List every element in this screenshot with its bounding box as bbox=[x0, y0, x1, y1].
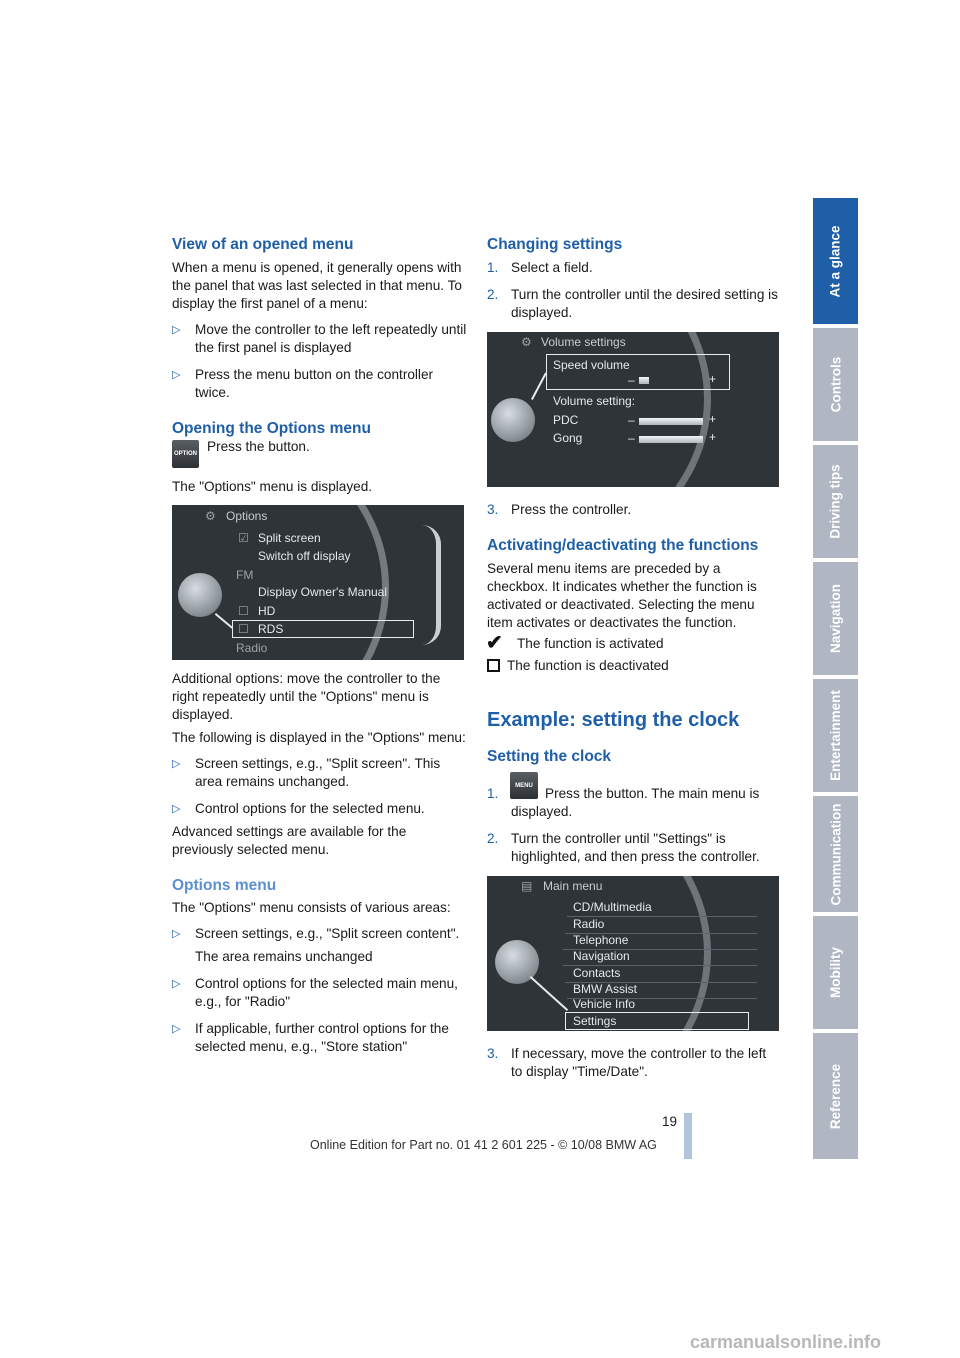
list-item: 3. Press the controller. bbox=[487, 502, 632, 517]
checkbox-icon bbox=[487, 659, 500, 672]
heading-changing-settings: Changing settings bbox=[487, 236, 623, 253]
screen-item: BMW Assist bbox=[573, 982, 638, 996]
activated-text: The function is activated bbox=[517, 636, 664, 651]
screen-item: Settings bbox=[573, 1014, 617, 1028]
triangle-bullet-icon: ▷ bbox=[172, 758, 181, 770]
list-item: 3. If necessary, move the controller to the left to display "Time/Date". bbox=[487, 1046, 767, 1079]
screen-item: Volume setting: bbox=[553, 394, 636, 408]
minus-icon: – bbox=[628, 413, 635, 427]
screen-title: Volume settings bbox=[541, 335, 626, 349]
screen-item: Switch off display bbox=[258, 549, 351, 563]
option-button-icon: OPTION bbox=[172, 440, 199, 468]
sidebar-tab-driving-tips[interactable]: Driving tips bbox=[813, 445, 858, 558]
list-item: ▷ If applicable, further control options for the selected menu, e.g., "Store station" bbox=[172, 1021, 449, 1054]
menu-icon: ▤ bbox=[521, 879, 533, 893]
screen-item: PDC bbox=[553, 413, 579, 427]
view-text: When a menu is opened, it generally opens with the panel that was last selected in that menu. To display the first panel of a menu: bbox=[172, 260, 462, 311]
list-item: ▷ Screen settings, e.g., "Split screen". This area remains unchanged. bbox=[172, 756, 441, 789]
main-menu-screen bbox=[487, 876, 779, 1031]
screen-title: Main menu bbox=[543, 879, 603, 893]
triangle-bullet-icon: ▷ bbox=[172, 324, 181, 336]
activating-text: Several menu items are preceded by a checkbox. It indicates whether the function is activated or deactivated. Selecting the menu item activates or deactivates the function. bbox=[487, 561, 757, 630]
sidebar-tab-reference[interactable]: Reference bbox=[813, 1033, 858, 1159]
screen-item: Navigation bbox=[573, 949, 630, 963]
area-unchanged-text: The area remains unchanged bbox=[195, 949, 373, 964]
advanced-text: Advanced settings are available for the previously selected menu. bbox=[172, 824, 407, 857]
controller-knob-icon bbox=[178, 573, 222, 617]
triangle-bullet-icon: ▷ bbox=[172, 928, 181, 940]
plus-icon: + bbox=[709, 372, 717, 386]
checkmark-icon: ✔ bbox=[486, 632, 503, 654]
sidebar-tab-navigation[interactable]: Navigation bbox=[813, 562, 858, 675]
watermark[interactable]: carmanualsonline.info bbox=[690, 1332, 882, 1352]
highlight-box bbox=[232, 620, 414, 638]
volume-screen bbox=[487, 332, 779, 487]
sidebar-tab-communication[interactable]: Communication bbox=[813, 796, 858, 912]
options-menu-text: The "Options" menu consists of various areas: bbox=[172, 900, 451, 915]
scroll-arc bbox=[422, 525, 441, 645]
edition-text: Online Edition for Part no. 01 41 2 601 225 - © 10/08 BMW AG bbox=[310, 1138, 657, 1152]
screen-item: Display Owner's Manual bbox=[258, 585, 388, 599]
screen-item: CD/Multimedia bbox=[573, 900, 652, 914]
page-number: 19 bbox=[662, 1114, 678, 1129]
left-column bbox=[172, 236, 467, 438]
sidebar-tab-at-a-glance[interactable]: At a glance bbox=[813, 198, 858, 324]
checkbox-icon: ☐ bbox=[238, 604, 249, 618]
additional-text: Additional options: move the controller to the right repeatedly until the "Options" menu is displayed. bbox=[172, 671, 441, 722]
heading-opening-options: Opening the Options menu bbox=[172, 420, 371, 437]
triangle-bullet-icon: ▷ bbox=[172, 1023, 181, 1035]
list-item: 1. Press the button. The main menu is displayed. bbox=[487, 786, 760, 819]
controller-knob-icon bbox=[491, 398, 535, 442]
heading-setting-clock: Setting the clock bbox=[487, 748, 612, 765]
screen-item: RDS bbox=[258, 622, 284, 636]
menu-button-icon: MENU bbox=[510, 772, 538, 799]
screen-item: Contacts bbox=[573, 966, 621, 980]
options-displayed-text: The "Options" menu is displayed. bbox=[172, 479, 373, 494]
heading-options-menu: Options menu bbox=[172, 877, 277, 894]
screen-item: Gong bbox=[553, 431, 583, 445]
menu-icon: ⚙ bbox=[521, 335, 532, 349]
screen-item: Vehicle Info bbox=[573, 997, 636, 1011]
options-screen bbox=[172, 505, 464, 660]
list-item: 1. Select a field. bbox=[487, 260, 593, 275]
screen-item: HD bbox=[258, 604, 276, 618]
triangle-bullet-icon: ▷ bbox=[172, 978, 181, 990]
plus-icon: + bbox=[709, 430, 717, 444]
list-item: ▷ Move the controller to the left repeatedly until the first panel is displayed bbox=[172, 322, 467, 355]
deactivated-text: The function is deactivated bbox=[507, 658, 669, 673]
screen-item: Telephone bbox=[573, 933, 629, 947]
menu-icon: ⚙ bbox=[205, 509, 216, 523]
sidebar-tab-mobility[interactable]: Mobility bbox=[813, 916, 858, 1029]
screen-section: Radio bbox=[236, 641, 268, 655]
pdc-volume-bar bbox=[639, 418, 703, 425]
screen-item: Split screen bbox=[258, 531, 321, 545]
sidebar-tab-entertainment[interactable]: Entertainment bbox=[813, 679, 858, 792]
checkmark-icon: ☑ bbox=[238, 531, 249, 545]
list-item: ▷ Screen settings, e.g., "Split screen content". bbox=[172, 926, 460, 941]
heading-view-opened-menu: View of an opened menu bbox=[172, 236, 354, 253]
sidebar-tab-controls[interactable]: Controls bbox=[813, 328, 858, 441]
list-item: 2. Turn the controller until "Settings" is highlighted, and then press the controller. bbox=[487, 831, 760, 864]
footer-bar bbox=[684, 1113, 692, 1159]
list-item: 2. Turn the controller until the desired setting is displayed. bbox=[487, 287, 778, 320]
triangle-bullet-icon: ▷ bbox=[172, 369, 181, 381]
minus-icon: – bbox=[628, 373, 635, 387]
screen-section: FM bbox=[236, 568, 254, 582]
list-item: ▷ Control options for the selected main menu, e.g., for "Radio" bbox=[172, 976, 458, 1009]
triangle-bullet-icon: ▷ bbox=[172, 803, 181, 815]
right-column-bottom bbox=[487, 1045, 779, 1081]
right-column-middle bbox=[487, 501, 779, 632]
heading-activating: Activating/deactivating the functions bbox=[487, 537, 759, 554]
minus-icon: – bbox=[628, 431, 635, 445]
heading-example-clock: Example: setting the clock bbox=[487, 709, 740, 731]
screen-item: Speed volume bbox=[553, 358, 630, 372]
checkbox-icon: ☐ bbox=[238, 622, 249, 636]
screen-title: Options bbox=[226, 509, 268, 523]
list-item: ▷ Control options for the selected menu. bbox=[172, 801, 425, 816]
following-text: The following is displayed in the "Options" menu: bbox=[172, 730, 466, 745]
press-button-text: Press the button. bbox=[207, 439, 310, 454]
gong-volume-bar bbox=[639, 436, 703, 443]
left-column-lower bbox=[172, 670, 467, 1056]
plus-icon: + bbox=[709, 412, 717, 426]
right-column bbox=[487, 236, 779, 322]
screen-item: Radio bbox=[573, 917, 605, 931]
speed-volume-bar bbox=[639, 377, 649, 384]
list-item: ▷ Press the menu button on the controller twice. bbox=[172, 367, 434, 400]
